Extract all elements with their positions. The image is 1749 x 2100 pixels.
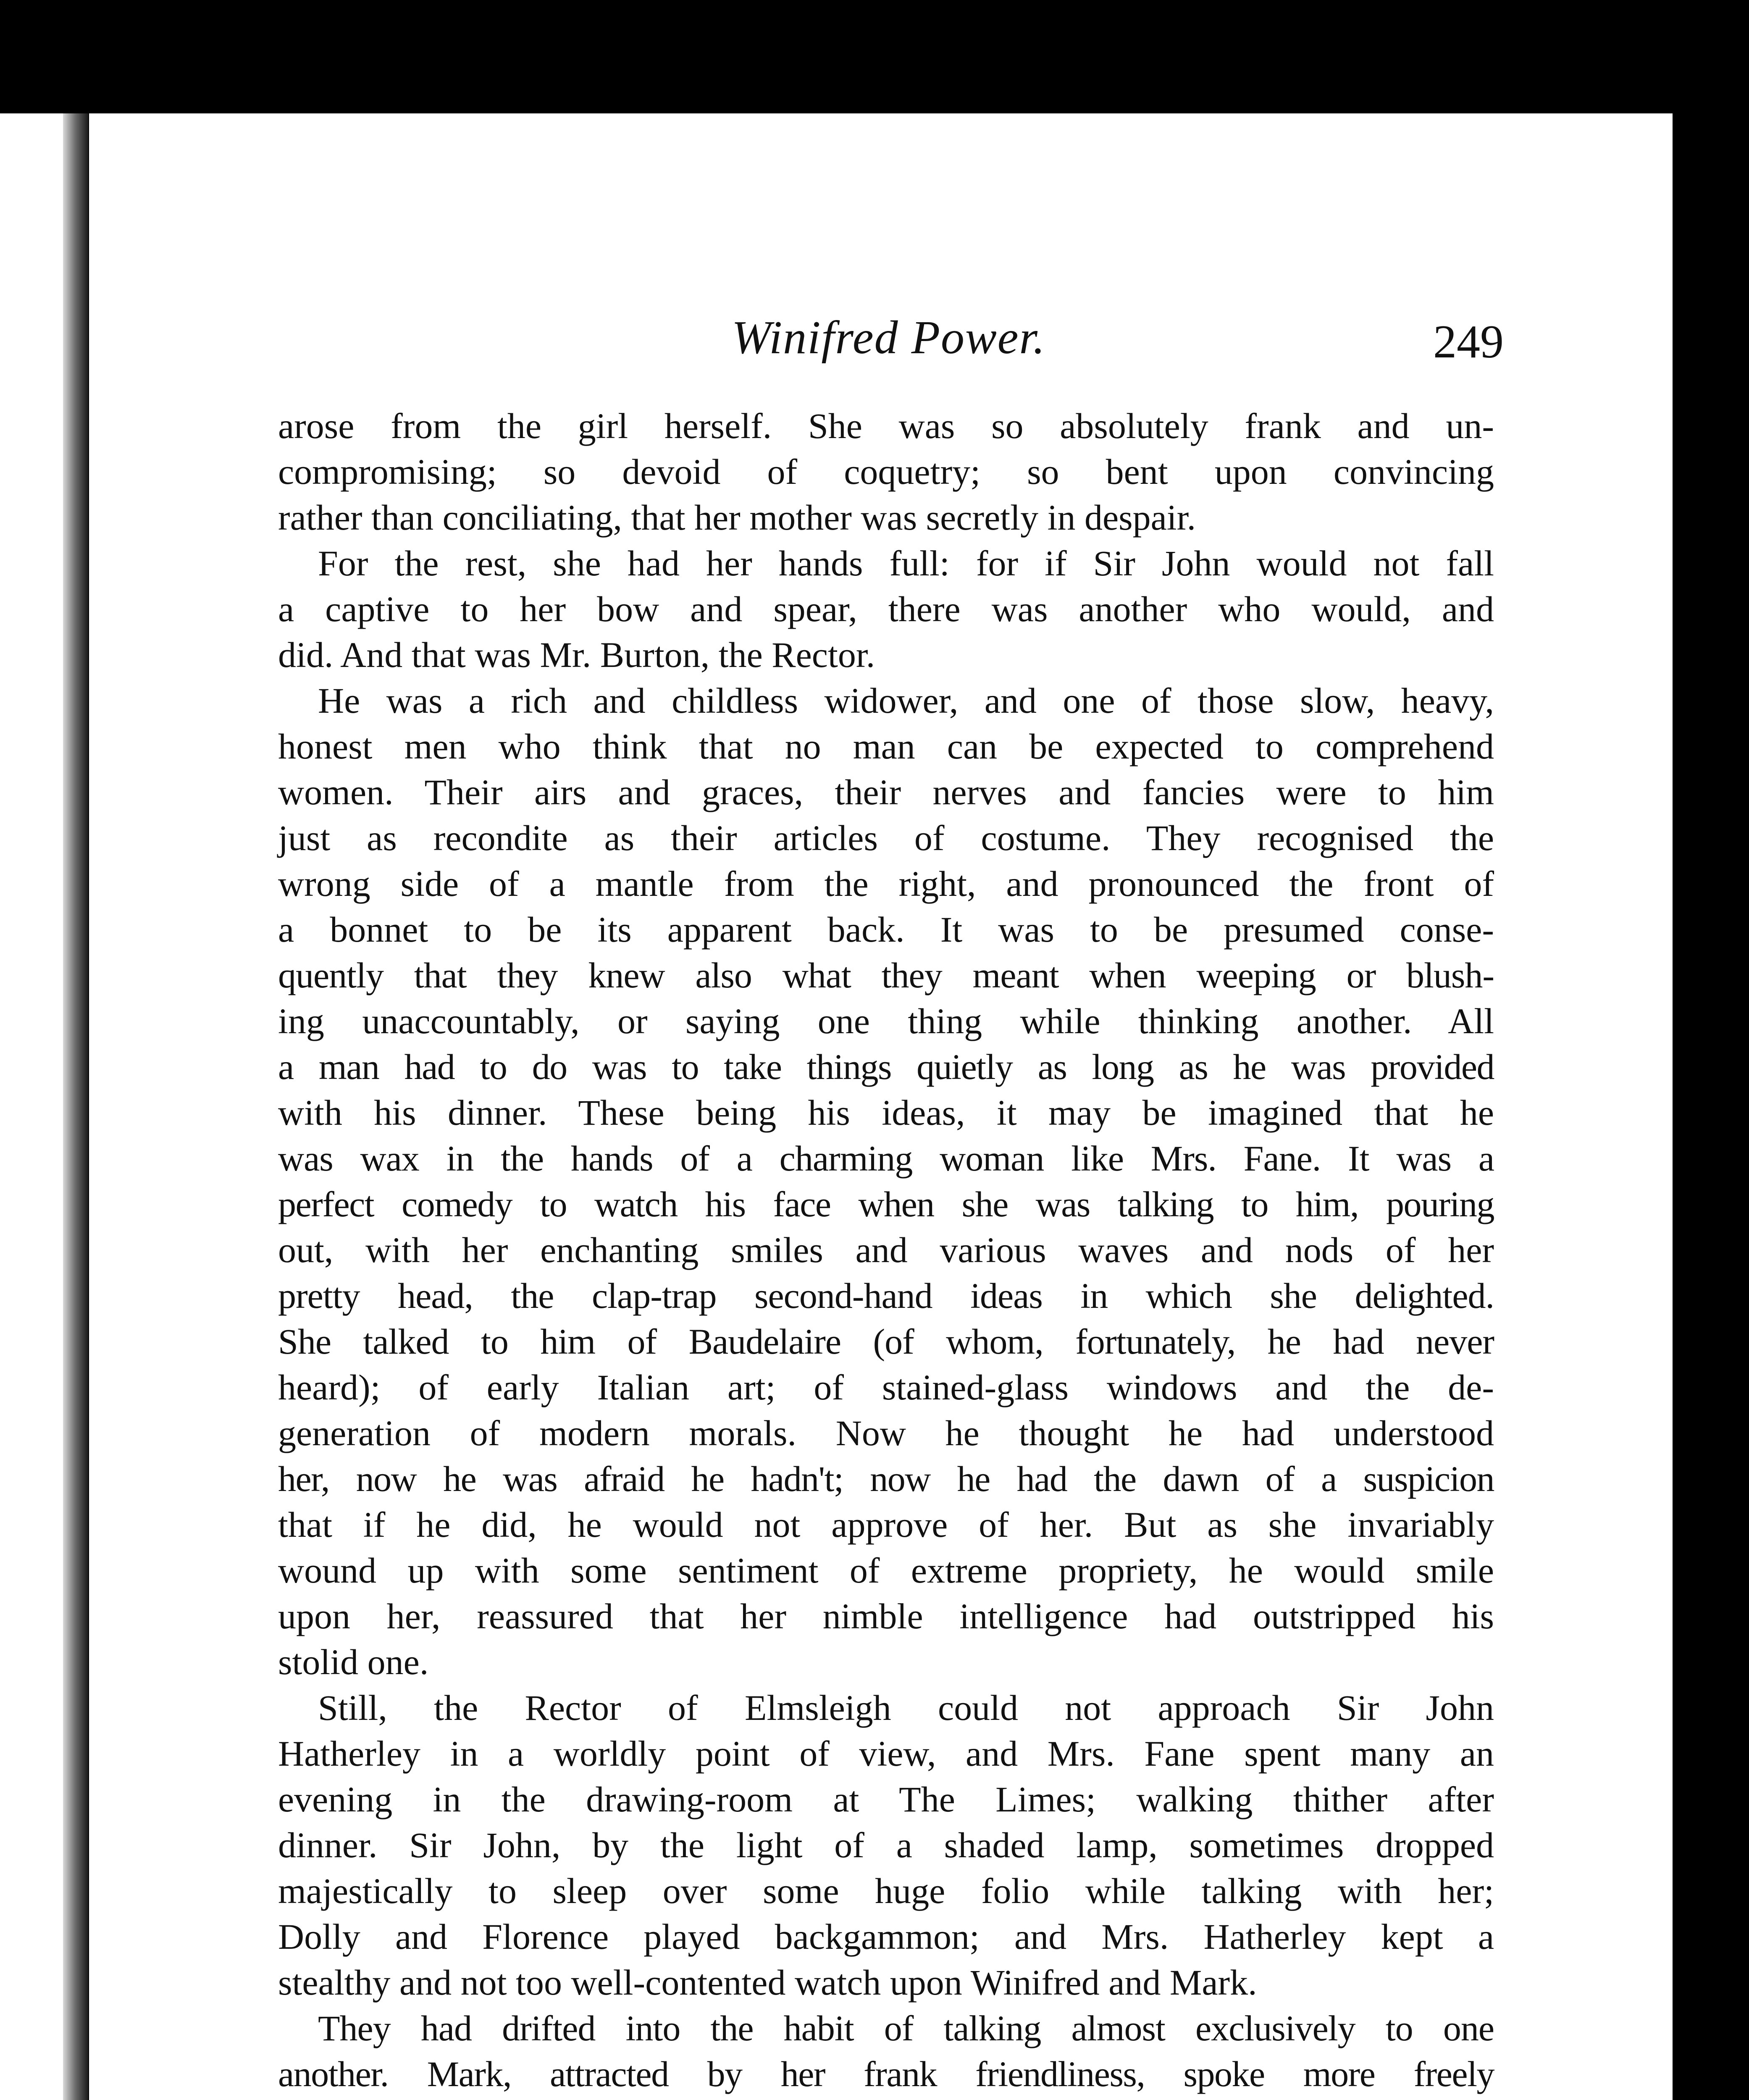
text-line: perfect comedy to watch his face when she was talking to him, pouring <box>278 1184 1494 1224</box>
text-line: arose from the girl herself. She was so absolutely frank and un- <box>278 406 1494 446</box>
text-line: did. And that was Mr. Burton, the Rector. <box>278 635 875 675</box>
text-line: was wax in the hands of a charming woman like Mrs. Fane. It was a <box>278 1138 1494 1179</box>
text-line: just as recondite as their articles of costume. They recognised the <box>278 818 1494 858</box>
text-line: pretty head, the clap-trap second-hand ideas in which she delighted. <box>278 1276 1494 1316</box>
text-line: wound up with some sentiment of extreme propriety, he would smile <box>278 1550 1494 1591</box>
text-line: Still, the Rector of Elmsleigh could not approach Sir John <box>318 1688 1494 1728</box>
text-line: a man had to do was to take things quietly as long as he was provided <box>278 1047 1494 1087</box>
text-line: They had drifted into the habit of talking almost exclusively to one <box>318 2008 1494 2048</box>
text-line: rather than conciliating, that her mother was secretly in despair. <box>278 497 1196 538</box>
text-line: heard); of early Italian art; of stained-glass windows and the de- <box>278 1367 1494 1407</box>
text-line: her, now he was afraid he hadn't; now he had the dawn of a suspicion <box>278 1459 1494 1499</box>
text-line: women. Their airs and graces, their nerves and fancies were to him <box>278 772 1494 812</box>
text-line: ing unaccountably, or saying one thing while thinking another. All <box>278 1001 1494 1041</box>
text-line: evening in the drawing-room at The Limes; walking thither after <box>278 1779 1494 1819</box>
text-line: honest men who think that no man can be expected to comprehend <box>278 726 1494 766</box>
text-line: He was a rich and childless widower, and one of those slow, heavy, <box>318 680 1494 721</box>
text-line: Dolly and Florence played backgammon; and Mrs. Hatherley kept a <box>278 1916 1494 1957</box>
text-line: For the rest, she had her hands full: for if Sir John would not fall <box>318 543 1494 583</box>
text-line: wrong side of a mantle from the right, and pronounced the front of <box>278 864 1494 904</box>
text-line <box>278 2097 1494 2100</box>
text-line: another. Mark, attracted by her frank friendliness, spoke more freely <box>278 2054 1494 2094</box>
text-line: a bonnet to be its apparent back. It was to be presumed conse- <box>278 909 1494 950</box>
running-title: Winifred Power. <box>732 312 1046 364</box>
text-line: stealthy and not too well-contented watch upon Winifred and Mark. <box>278 1962 1257 2003</box>
text-line: dinner. Sir John, by the light of a shaded lamp, sometimes dropped <box>278 1825 1494 1865</box>
text-line: stolid one. <box>278 1642 429 1682</box>
book-page <box>89 113 1673 2100</box>
text-line: Hatherley in a worldly point of view, and Mrs. Fane spent many an <box>278 1733 1494 1774</box>
text-line: out, with her enchanting smiles and various waves and nods of her <box>278 1230 1494 1270</box>
binding-gutter <box>63 113 88 2100</box>
text-line: generation of modern morals. Now he thought he had understood <box>278 1413 1494 1453</box>
text-line: quently that they knew also what they meant when weeping or blush- <box>278 955 1494 995</box>
text-line: a captive to her bow and spear, there was another who would, and <box>278 589 1494 629</box>
text-line: compromising; so devoid of coquetry; so bent upon convincing <box>278 452 1494 492</box>
text-line: that if he did, he would not approve of her. But as she invariably <box>278 1504 1494 1545</box>
text-line: with his dinner. These being his ideas, it may be imagined that he <box>278 1092 1494 1133</box>
running-head <box>89 311 1504 374</box>
text-line: majestically to sleep over some huge folio while talking with her; <box>278 1871 1494 1911</box>
page-number: 249 <box>1433 316 1504 368</box>
text-line: She talked to him of Baudelaire (of whom, fortunately, he had never <box>278 1321 1494 1362</box>
text-line: upon her, reassured that her nimble intelligence had outstripped his <box>278 1596 1494 1636</box>
body-text <box>278 403 1494 2100</box>
